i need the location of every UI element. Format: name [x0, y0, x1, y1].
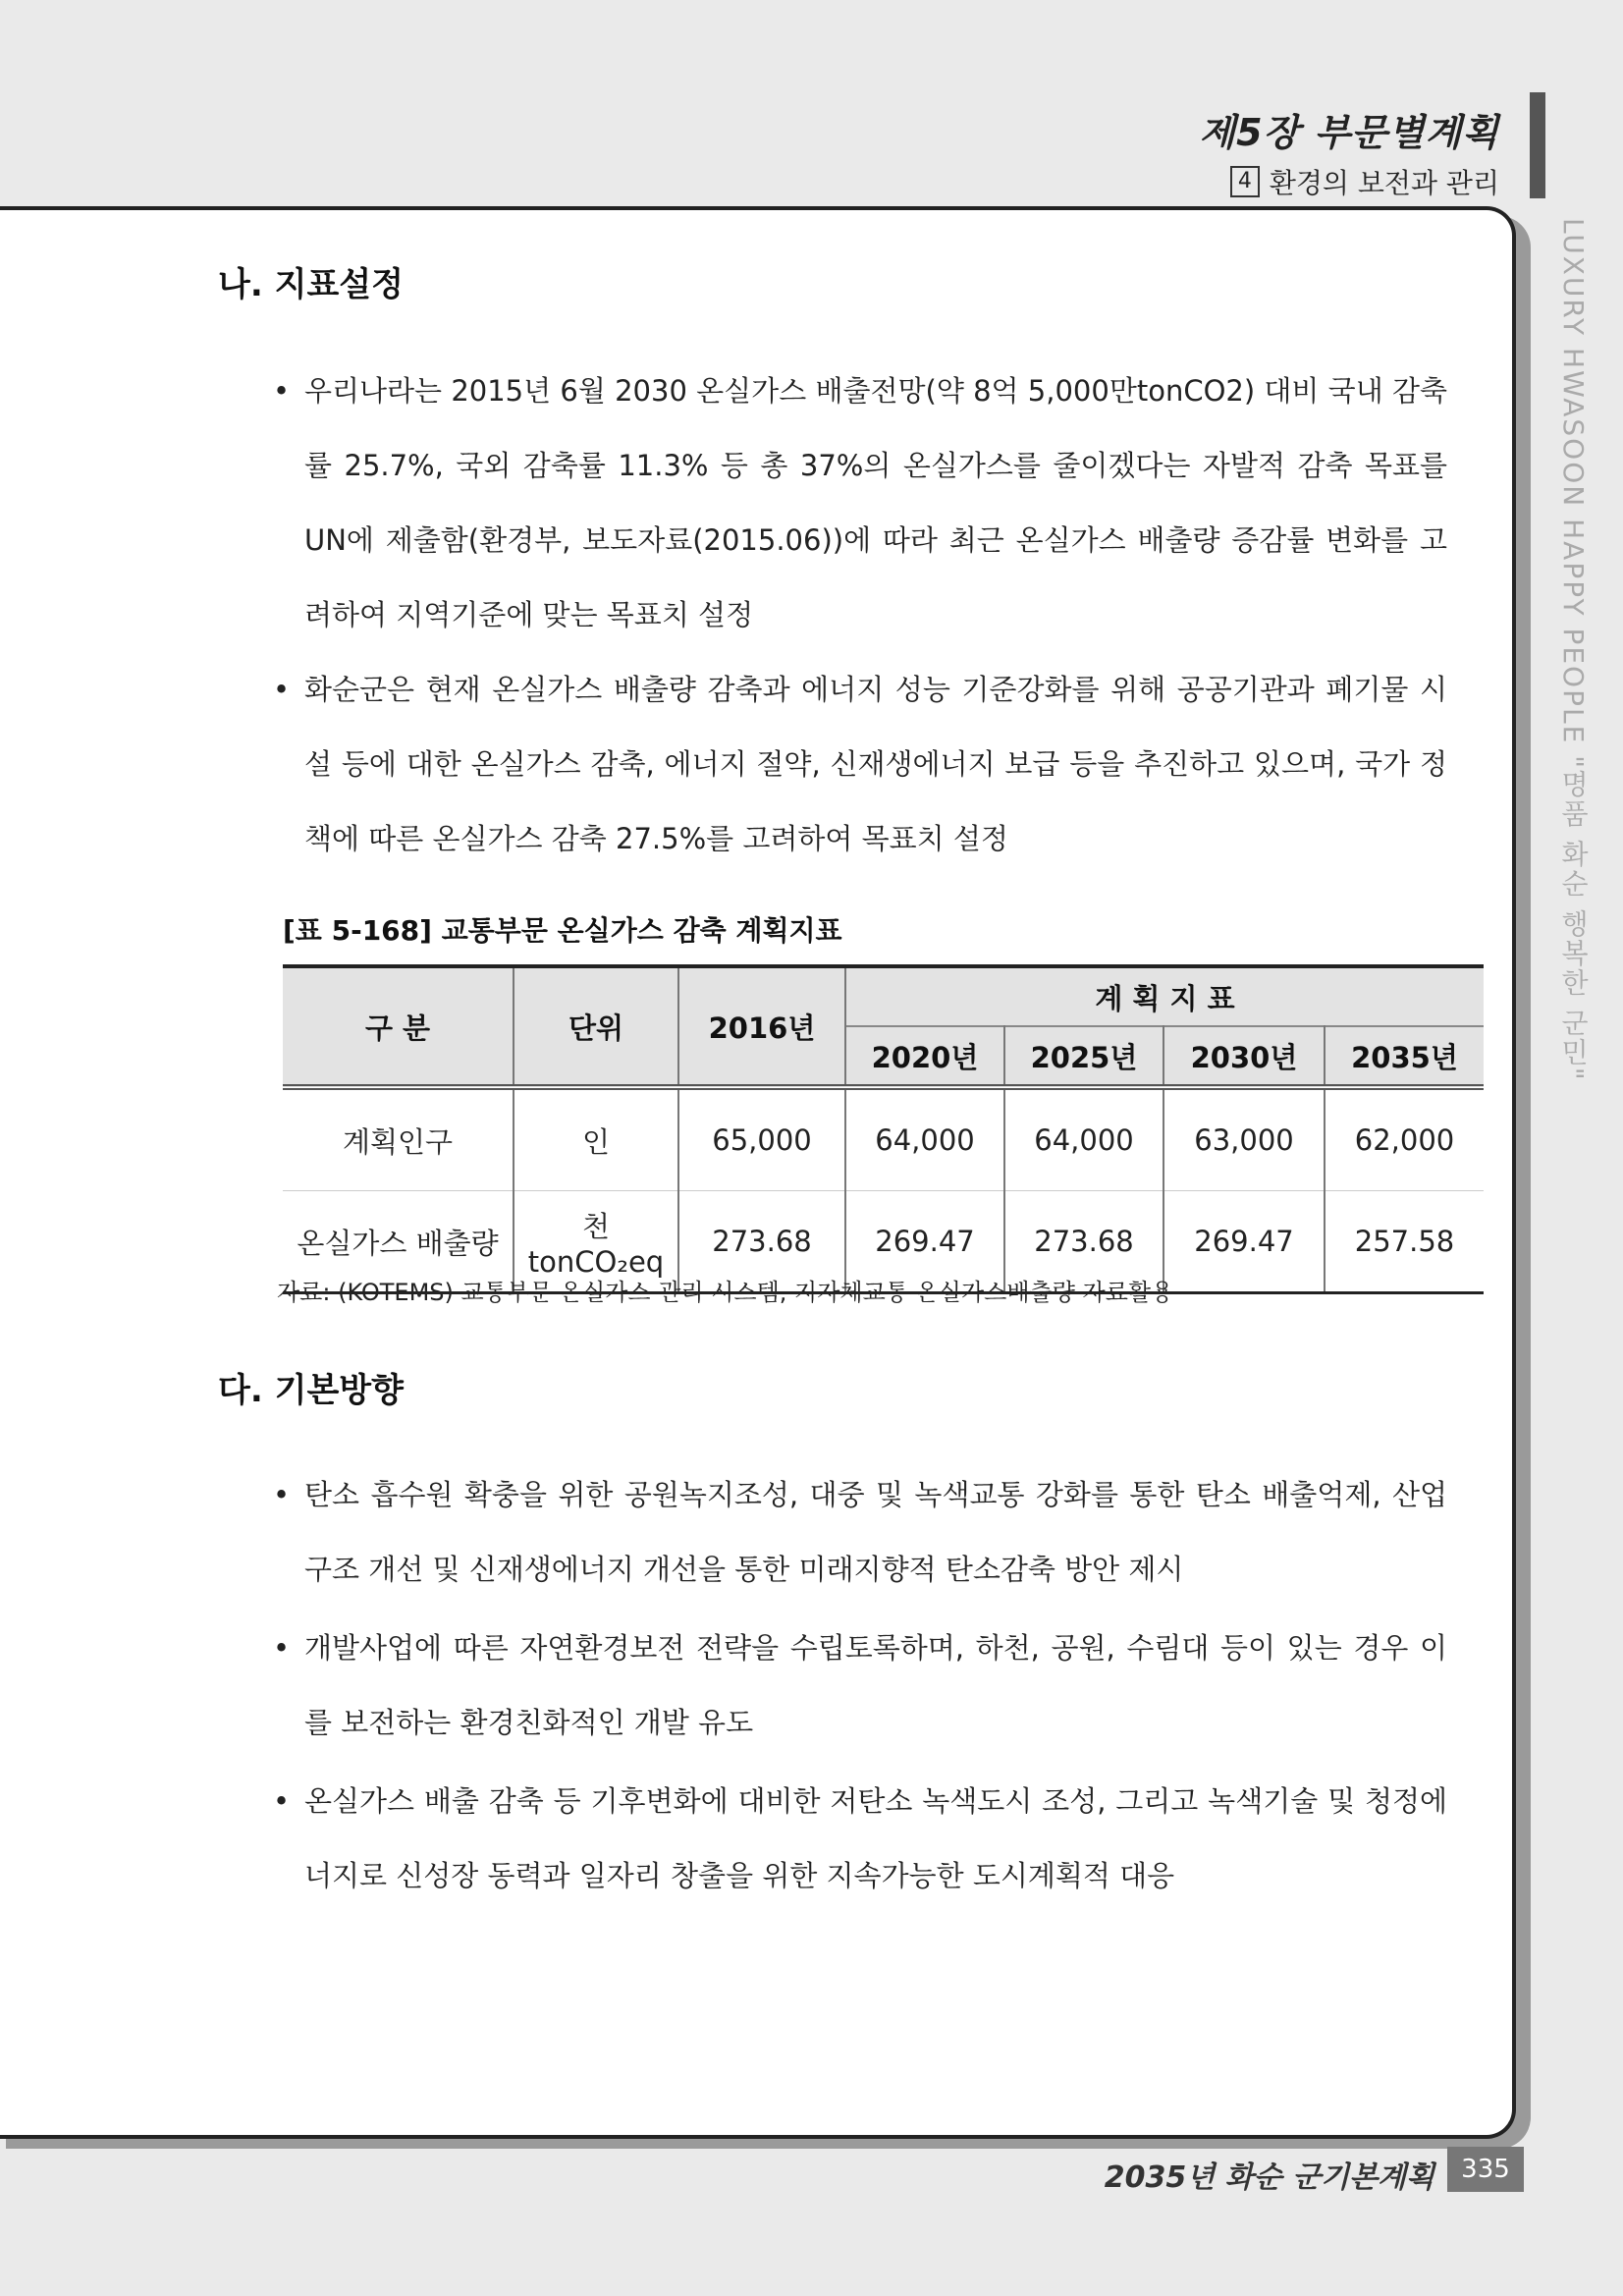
chapter-title: 제5장 부문별계획 [1199, 111, 1499, 154]
bullet-dot-icon: • [273, 374, 291, 408]
header-year: 2025년 [1004, 1026, 1163, 1087]
bullet-item [273, 1611, 1447, 1760]
section-title: 환경의 보전과 관리 [1269, 167, 1499, 199]
section-label [1230, 162, 1499, 201]
bullet-dot-icon: • [273, 1631, 291, 1665]
bullet-item [273, 1457, 1447, 1607]
section-heading-da: 다. 기본방향 [218, 1371, 404, 1410]
row-value: 65,000 [678, 1087, 845, 1191]
bullet-text: 우리나라는 2015년 6월 2030 온실가스 배출전망(약 8억 5,000만tonCO2) 대비 국내 감축률 25.7%, 국외 감축률 11.3% 등 총 37%의 온실가스를 줄이겠다는 자발적 감축 목표를 UN에 제출함(환경부, 보도자료(2015.06))에 따라 최근 온실가스 배출량 증감률 변화를 고려하여 지역기준에 맞는 목표치 설정 [304, 374, 1447, 631]
bullet-dot-icon: • [273, 1784, 291, 1818]
header-unit: 단위 [514, 966, 678, 1087]
footer-title: 2035년 화순 군기본계획 [1104, 2160, 1434, 2195]
bullet-item [273, 354, 1447, 652]
header-accent-bar [1530, 92, 1545, 198]
side-slogan: LUXURY HWASOON HAPPY PEOPLE "명품 화순 행복한 군민" [1557, 218, 1590, 1082]
page-number: 335 [1447, 2147, 1524, 2192]
row-value: 64,000 [1004, 1087, 1163, 1191]
row-value: 64,000 [845, 1087, 1004, 1191]
table-source: 자료: (KOTEMS) 교통부문 온실가스 관리 시스템, 지자체교통 온실가스배출량 자료활용 [277, 1279, 1174, 1306]
section-heading-na: 나. 지표설정 [218, 265, 404, 304]
bullet-text: 탄소 흡수원 확충을 위한 공원녹지조성, 대중 및 녹색교통 강화를 통한 탄소 배출억제, 산업구조 개선 및 신재생에너지 개선을 통한 미래지향적 탄소감축 방안 제시 [304, 1478, 1447, 1586]
row-unit: 인 [514, 1087, 678, 1191]
header-category: 구 분 [283, 966, 514, 1087]
bullet-text: 화순군은 현재 온실가스 배출량 감축과 에너지 성능 기준강화를 위해 공공기관과 폐기물 시설 등에 대한 온실가스 감축, 에너지 절약, 신재생에너지 보급 등을 추진하고 있으며, 국가 정책에 따른 온실가스 감축 27.5%를 고려하여 목표치 설정 [304, 673, 1447, 855]
bullet-text: 온실가스 배출 감축 등 기후변화에 대비한 저탄소 녹색도시 조성, 그리고 녹색기술 및 청정에너지로 신성장 동력과 일자리 창출을 위한 지속가능한 도시계획적 대응 [304, 1784, 1447, 1892]
row-value: 63,000 [1163, 1087, 1325, 1191]
bullet-item [273, 1764, 1447, 1913]
section-number: 4 [1230, 166, 1260, 197]
table-row [283, 1087, 1484, 1191]
row-value: 269.47 [1163, 1191, 1325, 1293]
bullet-dot-icon: • [273, 673, 291, 706]
bullet-text: 개발사업에 따른 자연환경보전 전략을 수립토록하며, 하천, 공원, 수림대 등이 있는 경우 이를 보전하는 환경친화적인 개발 유도 [304, 1631, 1447, 1739]
data-table [283, 964, 1484, 1294]
row-unit: 천tonCO₂eq [514, 1191, 678, 1293]
row-value: 273.68 [678, 1191, 845, 1293]
header-plan: 계 획 지 표 [845, 966, 1484, 1026]
row-category: 온실가스 배출량 [283, 1191, 514, 1293]
row-value: 62,000 [1325, 1087, 1484, 1191]
row-category: 계획인구 [283, 1087, 514, 1191]
header-year: 2035년 [1325, 1026, 1484, 1087]
header-year: 2020년 [845, 1026, 1004, 1087]
table-caption: [표 5-168] 교통부문 온실가스 감축 계획지표 [283, 914, 842, 947]
row-value: 269.47 [845, 1191, 1004, 1293]
header-year: 2030년 [1163, 1026, 1325, 1087]
bullet-item [273, 652, 1447, 876]
row-value: 273.68 [1004, 1191, 1163, 1293]
bullet-dot-icon: • [273, 1478, 291, 1511]
header-base-year: 2016년 [678, 966, 845, 1087]
row-value: 257.58 [1325, 1191, 1484, 1293]
